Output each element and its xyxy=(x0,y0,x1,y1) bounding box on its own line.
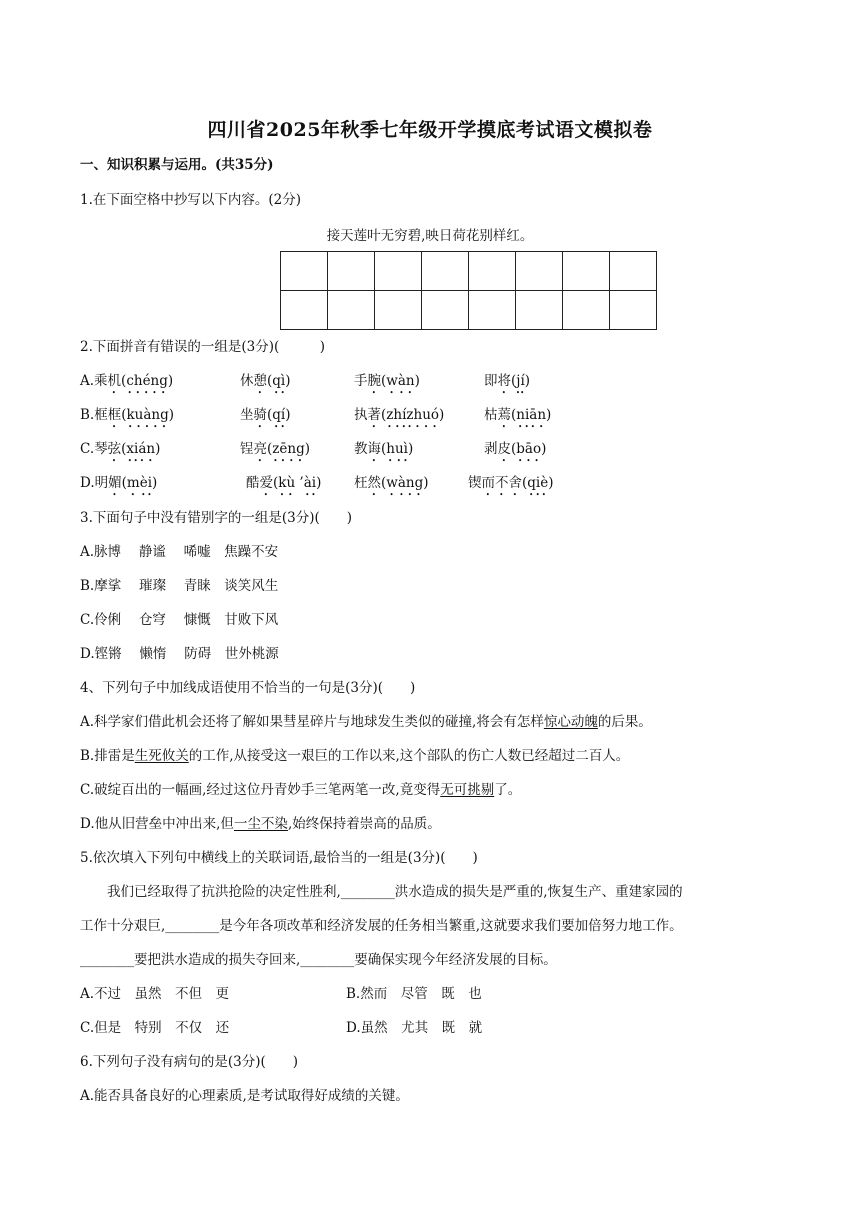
section-heading: 一、知识积累与运用。(共35分) xyxy=(80,157,274,173)
question-2-option-c: C.琴弦(xián) 锃亮(zēng) 教诲(huì) 剥皮(bāo) xyxy=(80,441,547,457)
grid-cell[interactable] xyxy=(516,252,563,291)
question-4-option-b: B.排雷是生死攸关的工作,从接受这一艰巨的工作以来,这个部队的伤亡人数已经超过二百人。 xyxy=(80,748,630,764)
question-1-stem: 1.在下面空格中抄写以下内容。(2分) xyxy=(80,192,302,208)
question-5-option-a: A.不过 虽然 不但 更 xyxy=(80,986,230,1002)
grid-cell[interactable] xyxy=(328,291,375,330)
question-5-passage-line-2: 工作十分艰巨,________是今年各项改革和经济发展的任务相当繁重,这就要求我们要加倍努力地工作。 xyxy=(80,918,683,934)
question-6-stem: 6.下列句子没有病句的是(3分)( ) xyxy=(80,1054,299,1070)
underlined-idiom: 无可挑剔 xyxy=(440,782,495,798)
underlined-idiom: 惊心动魄 xyxy=(543,714,598,730)
grid-cell[interactable] xyxy=(422,252,469,291)
grid-cell[interactable] xyxy=(610,291,657,330)
grid-cell[interactable] xyxy=(281,291,328,330)
question-3-option-c: C.伶俐 仓穹 慷慨 甘败下风 xyxy=(80,612,279,628)
grid-cell[interactable] xyxy=(469,291,516,330)
question-5-option-c: C.但是 特别 不仅 还 xyxy=(80,1020,230,1036)
grid-cell[interactable] xyxy=(328,252,375,291)
grid-cell[interactable] xyxy=(375,252,422,291)
question-6-option-a: A.能否具备良好的心理素质,是考试取得好成绩的关键。 xyxy=(80,1088,409,1104)
question-4-option-c: C.破绽百出的一幅画,经过这位丹青妙手三笔两笔一改,竟变得无可挑剔了。 xyxy=(80,782,522,798)
grid-row xyxy=(281,291,657,330)
question-5-stem: 5.依次填入下列句中横线上的关联词语,最恰当的一组是(3分)( ) xyxy=(80,850,478,866)
question-2-option-d: D.明媚(mèi) 酷爱(kù ’ài) 枉然(wàng) 锲而不舍(qiè) xyxy=(80,475,554,491)
grid-cell[interactable] xyxy=(563,252,610,291)
question-4-stem: 4、下列句子中加线成语使用不恰当的一句是(3分)( ) xyxy=(80,680,416,696)
exam-title: 四川省2025年秋季七年级开学摸底考试语文模拟卷 xyxy=(207,119,653,141)
question-4-option-a: A.科学家们借此机会还将了解如果彗星碎片与地球发生类似的碰撞,将会有怎样惊心动魄的后果。 xyxy=(80,714,652,730)
question-5-passage-line-3: ________要把洪水造成的损失夺回来,________要确保实现今年经济发展的目标。 xyxy=(80,952,557,968)
grid-row xyxy=(281,252,657,291)
question-3-option-d: D.铿锵 懒惰 防碍 世外桃源 xyxy=(80,646,279,662)
grid-cell[interactable] xyxy=(610,252,657,291)
grid-cell[interactable] xyxy=(281,252,328,291)
question-5-option-d: D.虽然 尤其 既 就 xyxy=(346,1020,483,1036)
copy-grid xyxy=(280,251,657,330)
question-3-option-a: A.脉博 静谧 唏嘘 焦躁不安 xyxy=(80,544,279,560)
question-2-option-b: B.框框(kuàng) 坐骑(qí) 执著(zhízhuó) 枯蔫(niān) xyxy=(80,407,552,423)
grid-cell[interactable] xyxy=(516,291,563,330)
grid-cell[interactable] xyxy=(422,291,469,330)
question-2-option-a: A.乘机(chéng) 休憩(qì) 手腕(wàn) 即将(jí) xyxy=(80,373,531,389)
grid-cell[interactable] xyxy=(469,252,516,291)
question-5-option-b: B.然而 尽管 既 也 xyxy=(346,986,482,1002)
question-4-option-d: D.他从旧营垒中冲出来,但一尘不染,始终保持着崇高的品质。 xyxy=(80,816,441,832)
underlined-idiom: 生死攸关 xyxy=(134,748,189,764)
question-3-option-b: B.摩挲 璀璨 青睐 谈笑风生 xyxy=(80,578,279,594)
question-3-stem: 3.下面句子中没有错别字的一组是(3分)( ) xyxy=(80,510,353,526)
underlined-idiom: 一尘不染 xyxy=(233,816,288,832)
poem-line: 接天莲叶无穷碧,映日荷花别样红。 xyxy=(326,228,534,244)
grid-cell[interactable] xyxy=(375,291,422,330)
grid-cell[interactable] xyxy=(563,291,610,330)
question-5-passage-line-1: 我们已经取得了抗洪抢险的决定性胜利,________洪水造成的损失是严重的,恢复生产、重建家园的 xyxy=(80,884,683,900)
question-2-stem: 2.下面拼音有错误的一组是(3分)( ) xyxy=(80,339,326,355)
